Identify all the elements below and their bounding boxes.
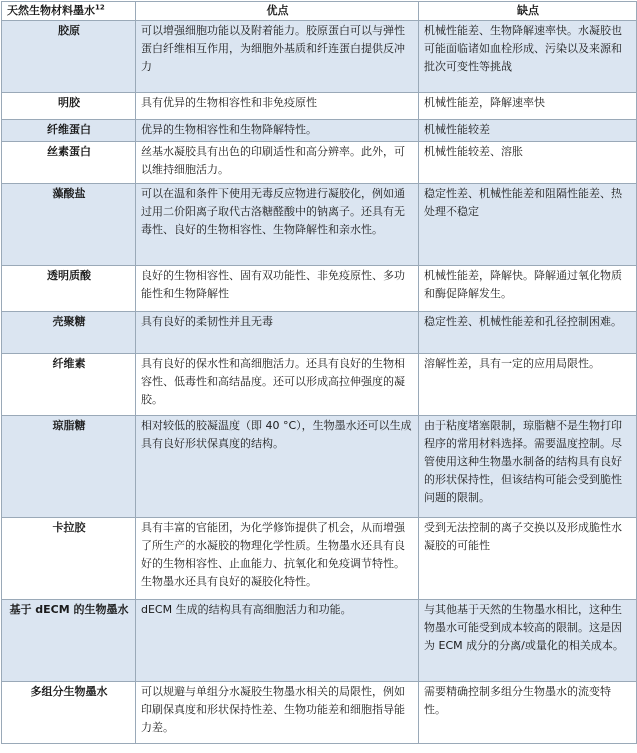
header-material — [2, 2, 136, 21]
table-row — [2, 21, 637, 93]
table-row — [2, 184, 637, 266]
material-name: 卡拉胶 — [2, 518, 136, 600]
disadvantages-cell: 由于粘度堵塞限制，琼脂糖不是生物打印程序的常用材料选择。需要温度控制。尽管使用这种生物墨水制备的结构具有良好的形状保持性，但该结构可能会受到脆性问题的限制。 — [419, 416, 637, 518]
disadvantages-cell: 机械性能较差、溶胀 — [419, 142, 637, 184]
table-row — [2, 93, 637, 120]
disadvantages-cell: 受到无法控制的离子交换以及形成脆性水凝胶的可能性 — [419, 518, 637, 600]
advantages-cell: 相对较低的胶凝温度（即 40 °C），生物墨水还可以生成具有良好形状保真度的结构。 — [136, 416, 419, 518]
disadvantages-cell: 机械性能差，降解快。降解通过氧化物质和酶促降解发生。 — [419, 266, 637, 312]
header-disadvantages: 缺点 — [419, 2, 637, 21]
material-name: 丝素蛋白 — [2, 142, 136, 184]
table-row — [2, 120, 637, 142]
table-row — [2, 600, 637, 682]
advantages-cell: 具有丰富的官能团，为化学修饰提供了机会，从而增强了所生产的水凝胶的物理化学性质。生物墨水还具有良好的生物相容性、止血能力、抗氧化和免疫调节特性。生物墨水还具有良好的凝胶化特性。 — [136, 518, 419, 600]
header-material-label: 天然生物材料墨水 — [7, 4, 95, 17]
disadvantages-cell: 稳定性差、机械性能差和孔径控制困难。 — [419, 312, 637, 354]
table-row — [2, 518, 637, 600]
table-row — [2, 416, 637, 518]
advantages-cell: 具有良好的保水性和高细胞活力。还具有良好的生物相容性、低毒性和高结晶度。还可以形成高拉伸强度的凝胶。 — [136, 354, 419, 416]
advantages-cell: 良好的生物相容性、固有双功能性、非免疫原性、多功能性和生物降解性 — [136, 266, 419, 312]
table-header-row — [2, 2, 637, 21]
bioink-comparison-table — [1, 1, 637, 744]
advantages-cell: 可以在温和条件下使用无毒反应物进行凝胶化，例如通过用二价阳离子取代古洛糖醛酸中的钠离子。还具有无毒性、良好的生物相容性、生物降解性和亲水性。 — [136, 184, 419, 266]
table-row — [2, 312, 637, 354]
material-name: 多组分生物墨水 — [2, 682, 136, 744]
material-name: 藻酸盐 — [2, 184, 136, 266]
table-row — [2, 682, 637, 744]
advantages-cell: 优异的生物相容性和生物降解特性。 — [136, 120, 419, 142]
advantages-cell: 可以增强细胞功能以及附着能力。胶原蛋白可以与弹性蛋白纤维相互作用，为细胞外基质和纤连蛋白提供反冲力 — [136, 21, 419, 93]
header-material-sup: 12 — [95, 3, 105, 12]
table-row — [2, 354, 637, 416]
advantages-cell: 可以规避与单组分水凝胶生物墨水相关的局限性，例如印刷保真度和形状保持性差、生物功能差和细胞指导能力差。 — [136, 682, 419, 744]
advantages-cell: dECM 生成的结构具有高细胞活力和功能。 — [136, 600, 419, 682]
disadvantages-cell: 机械性能差，降解速率快 — [419, 93, 637, 120]
advantages-cell: 具有良好的柔韧性并且无毒 — [136, 312, 419, 354]
disadvantages-cell: 与其他基于天然的生物墨水相比，这种生物墨水可能受到成本较高的限制。这是因为 ECM 成分的分离/或量化的相关成本。 — [419, 600, 637, 682]
disadvantages-cell: 溶解性差，具有一定的应用局限性。 — [419, 354, 637, 416]
material-name: 明胶 — [2, 93, 136, 120]
material-name: 胶原 — [2, 21, 136, 93]
advantages-cell: 丝基水凝胶具有出色的印刷适性和高分辨率。此外，可以维持细胞活力。 — [136, 142, 419, 184]
material-name: 透明质酸 — [2, 266, 136, 312]
disadvantages-cell: 机械性能差、生物降解速率快。水凝胶也可能面临诸如血栓形成、污染以及来源和批次可变性等挑战 — [419, 21, 637, 93]
table-row — [2, 142, 637, 184]
material-name: 基于 dECM 的生物墨水 — [2, 600, 136, 682]
advantages-cell: 具有优异的生物相容性和非免疫原性 — [136, 93, 419, 120]
disadvantages-cell: 稳定性差、机械性能差和阻隔性能差、热处理不稳定 — [419, 184, 637, 266]
header-advantages: 优点 — [136, 2, 419, 21]
material-name: 壳聚糖 — [2, 312, 136, 354]
material-name: 琼脂糖 — [2, 416, 136, 518]
material-name: 纤维素 — [2, 354, 136, 416]
disadvantages-cell: 机械性能较差 — [419, 120, 637, 142]
disadvantages-cell: 需要精确控制多组分生物墨水的流变特性。 — [419, 682, 637, 744]
material-name: 纤维蛋白 — [2, 120, 136, 142]
table-row — [2, 266, 637, 312]
